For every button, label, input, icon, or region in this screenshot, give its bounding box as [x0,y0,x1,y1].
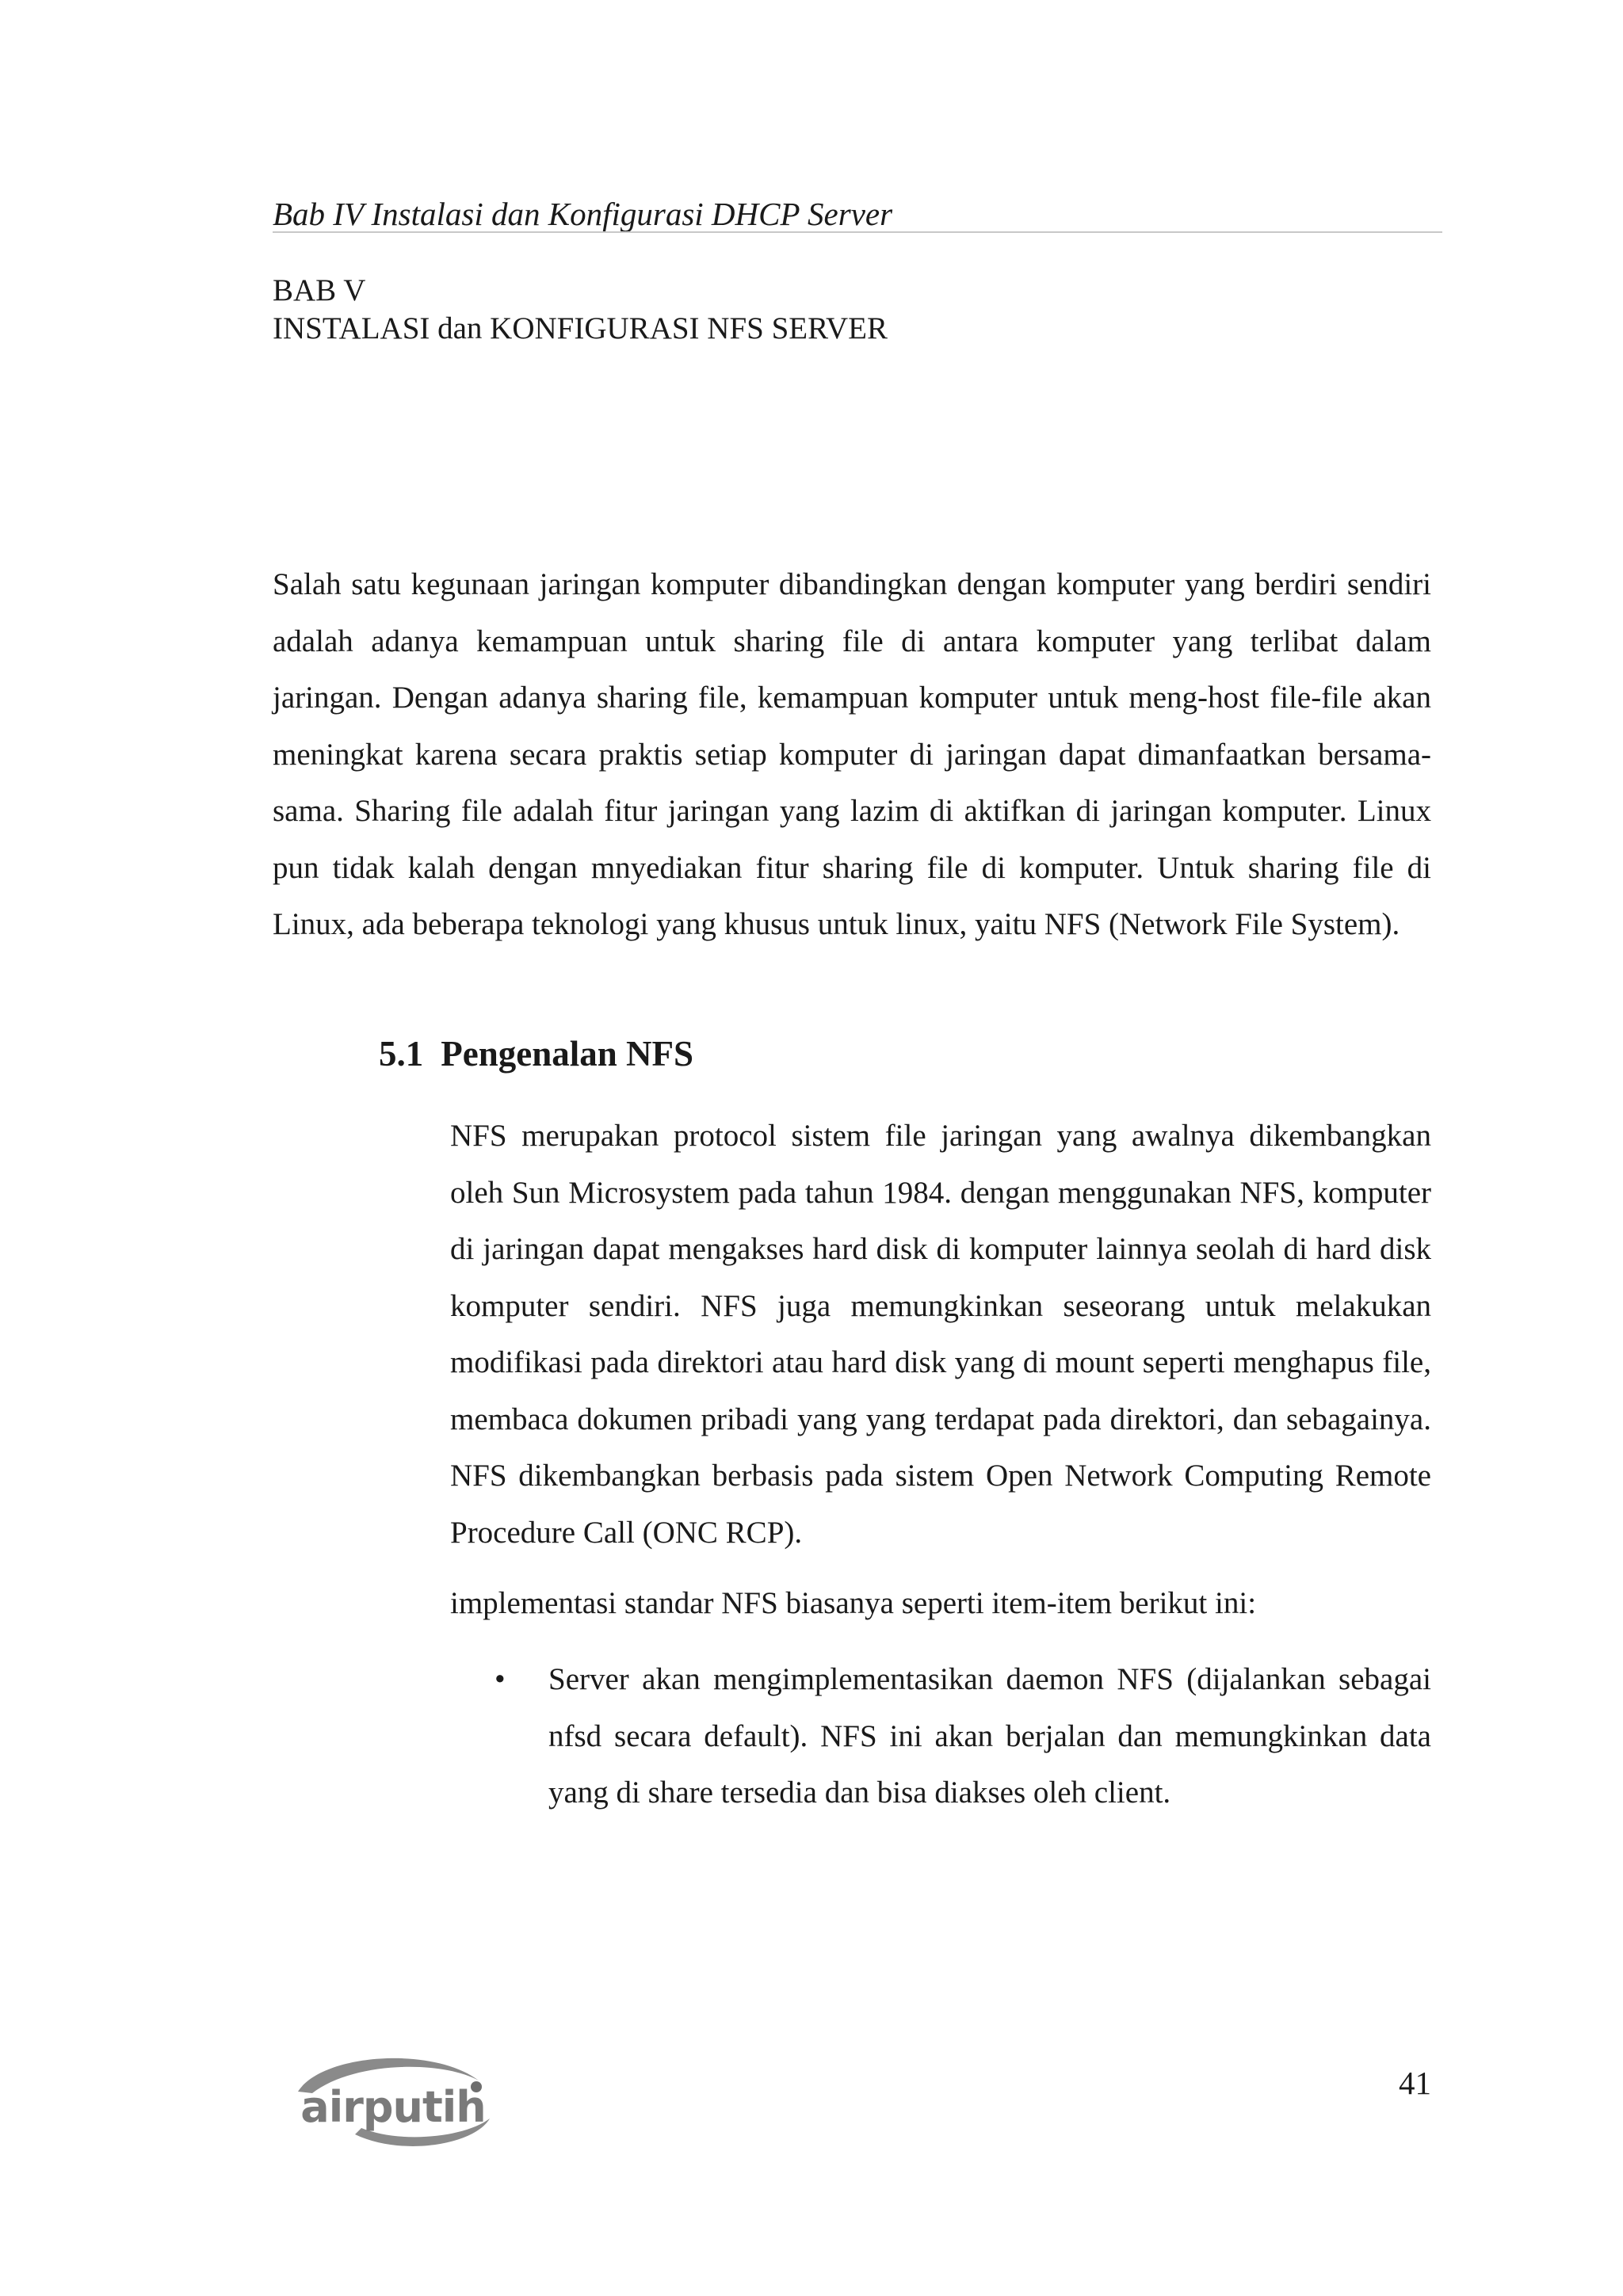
running-header: Bab IV Instalasi dan Konfigurasi DHCP Server [273,196,893,232]
page-number: 41 [1399,2065,1431,2101]
section-title: Pengenalan NFS [441,1034,694,1074]
list-item [450,1651,1431,1821]
intro-paragraph: Salah satu kegunaan jaringan komputer dibandingkan dengan komputer yang berdiri sendiri adalah adanya kemampuan untuk sharing file di antara komputer yang terlibat dalam jaringan. Dengan adanya sharing file, kemampuan komputer untuk meng-host file-file akan meningkat karena secara praktis setiap komputer di jaringan dapat dimanfaatkan bersama-sama. Sharing file adalah fitur jaringan yang lazim di aktifkan di jaringan komputer. Linux pun tidak kalah dengan mnyediakan fitur sharing file di komputer. Untuk sharing file di Linux, ada beberapa teknologi yang khusus untuk linux, yaitu NFS (Network File System). [273,567,1431,941]
bullet-list [450,1651,1431,1821]
svg-text:airputih: airputih [300,2082,486,2132]
airputih-logo [266,2046,520,2157]
section-heading [379,1032,693,1076]
list-item-text: Server akan mengimplementasikan daemon NFS (dijalankan sebagai nfsd secara default). NFS ini akan berjalan dan memungkinkan data yang di share tersedia dan bisa diakses oleh client. [548,1662,1431,1810]
section-paragraph: NFS merupakan protocol sistem file jaringan yang awalnya dikembangkan oleh Sun Microsystem pada tahun 1984. dengan menggunakan NFS, komputer di jaringan dapat mengakses hard disk di komputer lainnya seolah di hard disk komputer sendiri. NFS juga memungkinkan seseorang untuk melakukan modifikasi pada direktori atau hard disk yang di mount seperti menghapus file, membaca dokumen pribadi yang yang terdapat pada direktori, dan sebagainya. NFS dikembangkan berbasis pada sistem Open Network Computing Remote Procedure Call (ONC RCP). [450,1119,1431,1550]
chapter-heading [273,272,888,348]
header-rule [273,231,1442,233]
chapter-number: BAB V [273,273,366,307]
list-intro: implementasi standar NFS biasanya seperti item-item berikut ini: [450,1586,1257,1620]
bullet-icon: • [495,1662,506,1696]
chapter-title: INSTALASI dan KONFIGURASI NFS SERVER [273,311,888,345]
section-number: 5.1 [379,1034,424,1074]
